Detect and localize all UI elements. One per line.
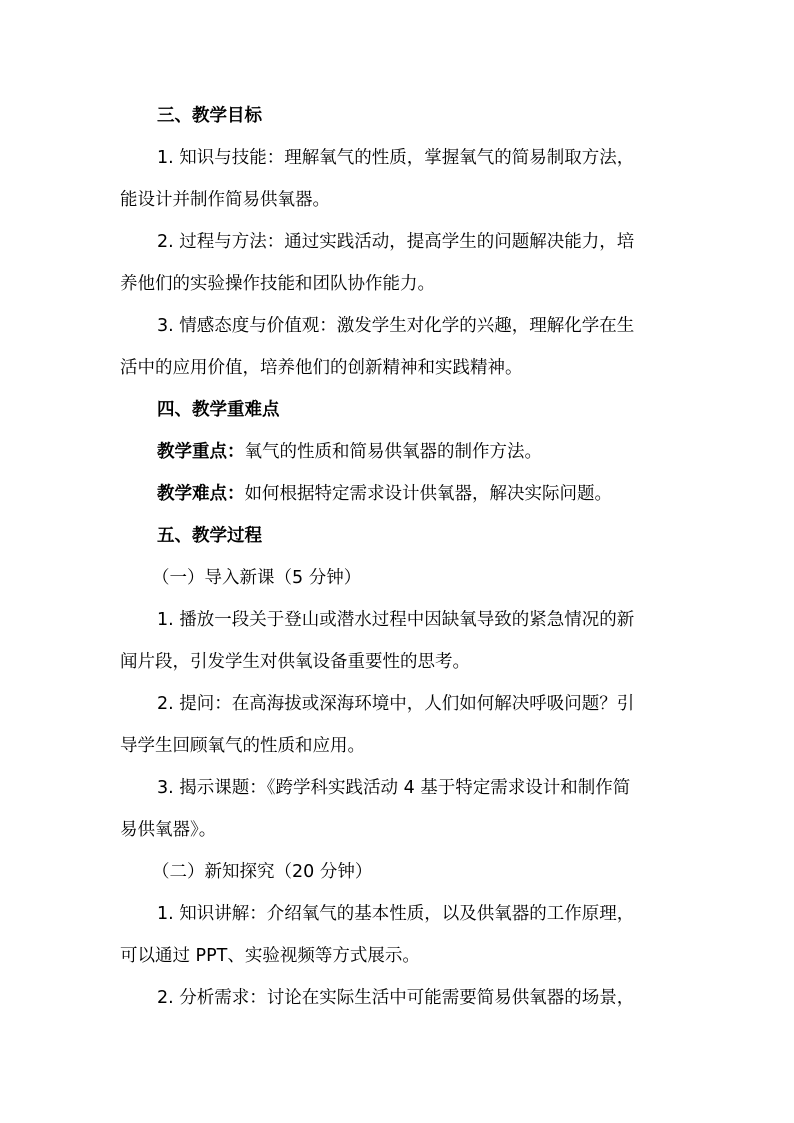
intro-item-2-line-2: 导学生回顾氧气的性质和应用。 xyxy=(120,736,365,756)
explore-item-1-line-2: 可以通过 PPT、实验视频等方式展示。 xyxy=(120,946,420,966)
goal-3-line-2: 活中的应用价值，培养他们的创新精神和实践精神。 xyxy=(120,358,523,378)
key-point-line xyxy=(157,440,542,464)
difficult-point-text: 如何根据特定需求设计供氧器，解决实际问题。 xyxy=(244,484,612,504)
goal-2-line-1: 2. 过程与方法：通过实践活动，提高学生的问题解决能力，培 xyxy=(157,232,635,252)
explore-item-2-line-1: 2. 分析需求：讨论在实际生活中可能需要简易供氧器的场景， xyxy=(157,988,635,1008)
intro-item-1-line-1: 1. 播放一段关于登山或潜水过程中因缺氧导致的紧急情况的新 xyxy=(157,610,635,630)
key-point-text: 氧气的性质和简易供氧器的制作方法。 xyxy=(244,442,542,462)
section-heading-key-difficult-points: 四、教学重难点 xyxy=(157,400,280,420)
goal-3-line-1: 3. 情感态度与价值观：激发学生对化学的兴趣，理解化学在生 xyxy=(157,316,635,336)
part-2-title: （二）新知探究（20 分钟） xyxy=(152,862,373,882)
section-heading-teaching-process: 五、教学过程 xyxy=(157,526,262,546)
key-point-label: 教学重点： xyxy=(157,442,245,462)
goal-1-line-1: 1. 知识与技能：理解氧气的性质，掌握氧气的简易制取方法， xyxy=(157,148,635,168)
difficult-point-label: 教学难点： xyxy=(157,484,245,504)
intro-item-1-line-2: 闻片段，引发学生对供氧设备重要性的思考。 xyxy=(120,652,470,672)
intro-item-2-line-1: 2. 提问：在高海拔或深海环境中，人们如何解决呼吸问题？引 xyxy=(157,694,635,714)
goal-1-line-2: 能设计并制作简易供氧器。 xyxy=(120,190,330,210)
difficult-point-line xyxy=(157,482,612,506)
goal-2-line-2: 养他们的实验操作技能和团队协作能力。 xyxy=(120,274,435,294)
part-1-title: （一）导入新课（5 分钟） xyxy=(152,568,362,588)
section-heading-teaching-goals: 三、教学目标 xyxy=(157,106,262,126)
intro-item-3-line-1: 3. 揭示课题：《跨学科实践活动 4 基于特定需求设计和制作简 xyxy=(157,778,631,798)
explore-item-1-line-1: 1. 知识讲解：介绍氧气的基本性质，以及供氧器的工作原理， xyxy=(157,904,635,924)
intro-item-3-line-2: 易供氧器》。 xyxy=(120,820,217,840)
